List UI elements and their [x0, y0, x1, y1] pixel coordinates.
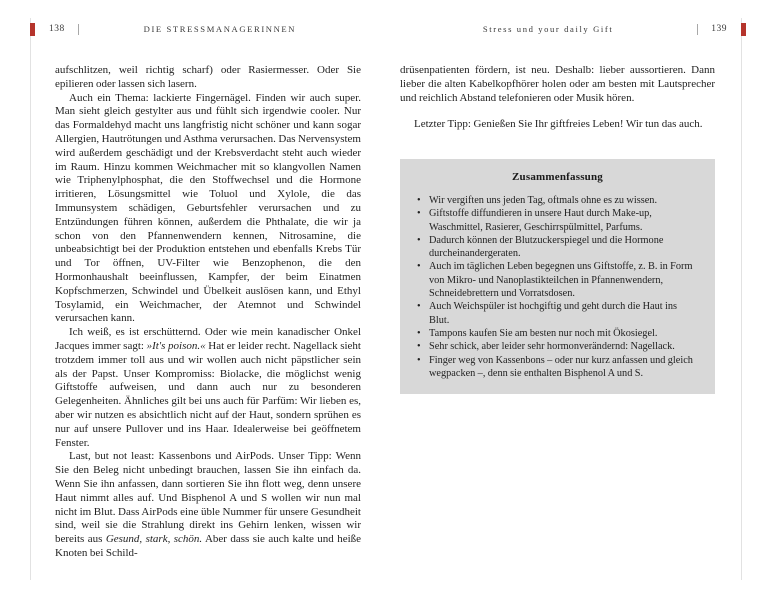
paragraph: drüsenpatienten fördern, ist neu. Deshalb: lieber aussortieren. Dann lieber die alten Kabelkopfhörer holen oder am besten mit Lautsprecher und reichlich Abstand telefonieren oder Musik hören. — [400, 64, 715, 104]
summary-item-text: Tampons kaufen Sie am besten nur noch mit Ökosiegel. — [429, 327, 658, 339]
bullet-icon: • — [417, 327, 421, 339]
paragraph: Auch ein Thema: lackierte Fingernägel. Finden wir auch super. Man sieht gleich gestylter aus und fühlt sich irgendwie cooler. Nur das Formaldehyd macht uns langfristig nicht schöner und kann sogar Allergien, Hautrötungen und Asthma verursachen. Das Nervensystem wird außerdem geschädigt und der Krebsverdacht steht auch wieder im Raum. Hinzu kommen Weichmacher mit so klangvollen Namen wie Triphenylphosphat, die den Stoffwechsel und die Hormone irritieren, Lösungsmittel wie Toluol und Xylole, die das Immunsystem schädigen, Geburtsfehler verursachen und zu Entzündungen führen können, außerdem die Phthalate, die wir ja schon von den Pfannenwendern kennen, Nitrosamine, die unbeabsichtigt bei der Produktion entstehen und ebenfalls Krebs Tür und Tor öffnen, UV-Filter wie Benzophenon, die den Hormonhaushalt beeinflussen, Kampfer, der beim Einatmen Kopfschmerzen, Schwindel und Übelkeit auslösen kann, und Ethyl Tosylamid, ein Weichmacher, der Atemnot und Schwindel verursachen kann. — [55, 91, 361, 325]
summary-item — [416, 340, 699, 353]
summary-item — [416, 260, 699, 300]
summary-title: Zusammenfassung — [511, 171, 604, 184]
summary-item — [416, 354, 699, 381]
red-accent-bar — [30, 23, 35, 36]
summary-item-text: Dadurch können der Blutzuckerspiegel und die Hormone durcheinandergeraten. — [429, 234, 664, 260]
paragraph: aufschlitzen, weil richtig scharf) oder Rasiermesser. Oder Sie epilieren oder lassen sich lasern. — [55, 64, 361, 90]
bullet-icon: • — [417, 261, 421, 273]
summary-item-text: Finger weg von Kassenbons – oder nur kurz anfassen und gleich wegpacken –, denn sie enthalten Bisphenol A und S. — [429, 354, 693, 379]
paragraph: Letzter Tipp: Genießen Sie Ihr giftfreies Leben! Wir tun das auch. — [414, 118, 703, 131]
summary-list — [416, 194, 699, 380]
right-running-head: Stress und your daily Gift — [482, 24, 614, 34]
bullet-icon: • — [417, 341, 421, 353]
left-page-number: 138 — [49, 24, 65, 34]
page-edge-right — [741, 18, 742, 580]
bullet-icon: • — [417, 194, 421, 206]
header-divider — [697, 24, 698, 35]
summary-item-text: Wir vergiften uns jeden Tag, oftmals ohne es zu wissen. — [429, 194, 658, 206]
bullet-icon: • — [417, 234, 421, 246]
left-page-header — [30, 22, 361, 36]
page-edge-left — [30, 18, 31, 580]
summary-item-text: Giftstoffe diffundieren in unsere Haut durch Make-up, Waschmittel, Rasierer, Geschirrspülmittel, Parfums. — [429, 208, 652, 233]
summary-item — [416, 300, 699, 327]
summary-box — [400, 159, 715, 394]
summary-item-text: Auch im täglichen Leben begegnen uns Giftstoffe, z. B. in Form von Mikro- und Nanoplastikteilchen in Pfannenwendern, Schneidebrettern und Vorratsdosen. — [429, 261, 693, 300]
right-page-body — [400, 64, 715, 394]
summary-item — [416, 234, 699, 261]
summary-item — [416, 327, 699, 340]
paragraph: Last, but not least: Kassenbons und AirPods. Unser Tipp: Wenn Sie den Beleg nicht unbedingt brauchen, lassen Sie ihn einfach da. Wenn Sie ihn anfassen, dann sortieren Sie ihn flott weg, denn unsere Haut nimmt alles auf. Und Bisphenol A und S wollen wir nun mal nicht im Blut. Dass AirPods eine üble Nummer für unsere Gesundheit sind, weil sie die Strahlung direkt ins Gehirn lenken, wissen wir bereits aus Gesund, stark, schön. Aber dass sie auch kalte und heiße Knoten bei Schild- — [55, 450, 362, 559]
bullet-icon: • — [417, 208, 421, 220]
red-accent-bar — [741, 23, 746, 36]
summary-item-text: Sehr schick, aber leider sehr hormonverändernd: Nagellack. — [429, 341, 675, 353]
right-page-header — [399, 22, 746, 36]
bullet-icon: • — [417, 301, 421, 313]
bullet-icon: • — [417, 354, 421, 366]
summary-item — [416, 194, 699, 207]
summary-item-text: Auch Weichspüler ist hochgiftig und geht durch die Haut ins Blut. — [429, 301, 677, 326]
summary-item — [416, 207, 699, 234]
left-page-body — [55, 64, 361, 561]
left-running-head: DIE STRESSMANAGERINNEN — [143, 24, 297, 34]
right-page-number: 139 — [711, 24, 727, 34]
paragraph: Ich weiß, es ist erschütternd. Oder wie mein kanadischer Onkel Jacques immer sagt: »It's poison.« Hat er leider recht. Nagellack sieht trotzdem immer toll aus und wir wollen auch nicht päpstlicher sein als der Papst. Unser Kompromiss: Biolacke, die möglichst wenig Giftstoffe aufweisen, und dann auch nur zu besonderen Gelegenheiten. Ähnliches gilt bei uns auch für Parfüm: Wir lieben es, aber wir nutzen es absichtlich nicht auf der Haut, sondern sprühen es nur auf unsere Pullover und ins Haar. Idealerweise bei geöffnetem Fenster. — [55, 326, 361, 449]
